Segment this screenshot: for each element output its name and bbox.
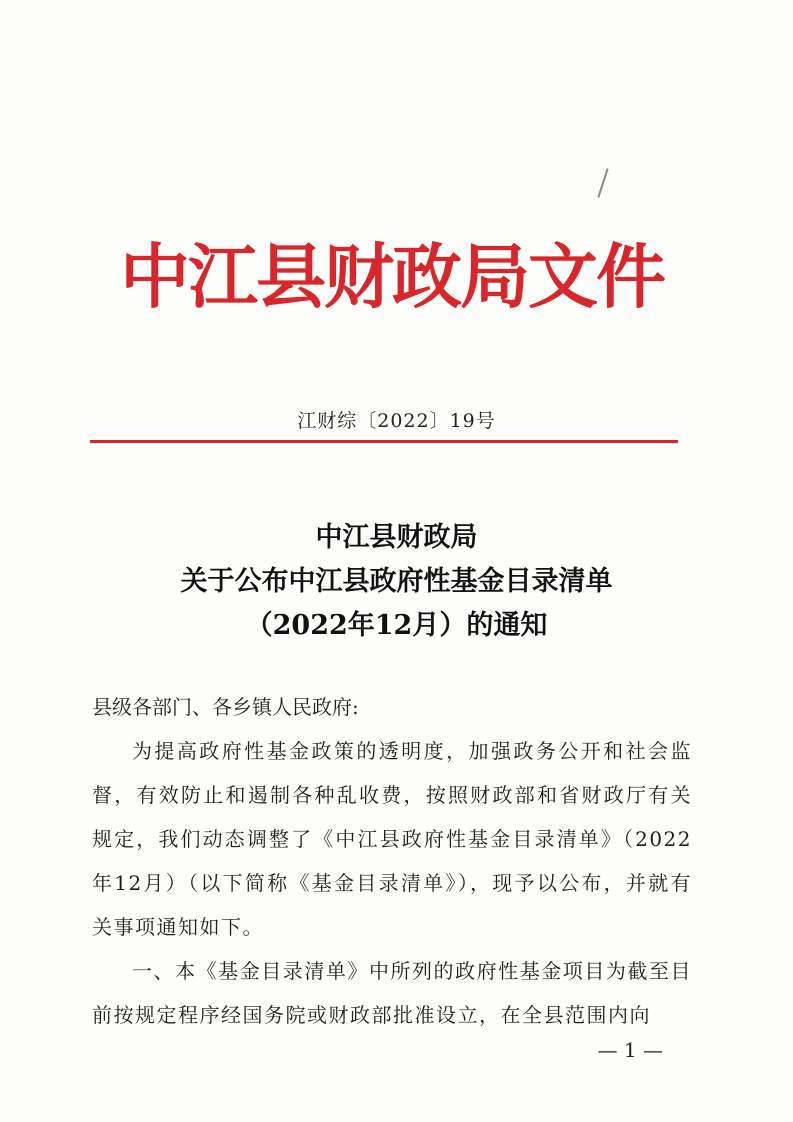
notice-title-line-2: 关于公布中江县政府性基金目录清单 — [180, 566, 613, 597]
document-number: 江财综〔2022〕19号 — [297, 410, 496, 432]
notice-body — [92, 685, 692, 1037]
document-header-title: 中江县财政局文件 — [120, 235, 664, 318]
notice-title-line-3: （2022年12月）的通知 — [245, 610, 548, 641]
notice-title-line-1: 中江县财政局 — [315, 522, 478, 553]
body-paragraph-2: 一、本《基金目录清单》中所列的政府性基金项目为截至目前按规定程序经国务院或财政部批准设立，在全县范围内向 — [92, 959, 692, 1027]
salutation: 县级各部门、各乡镇人民政府: — [92, 695, 359, 719]
page-number: — 1 — — [597, 1038, 663, 1062]
red-divider-line — [90, 440, 678, 443]
notice-title — [0, 516, 793, 648]
body-paragraph-1: 为提高政府性基金政策的透明度，加强政务公开和社会监督，有效防止和遏制各种乱收费，按照财政部和省财政厅有关规定，我们动态调整了《中江县政府性基金目录清单》（2022年12月）（以下简称《基金目录清单》），现予以公布，并就有关事项通知如下。 — [92, 739, 692, 939]
pen-mark — [597, 168, 608, 197]
